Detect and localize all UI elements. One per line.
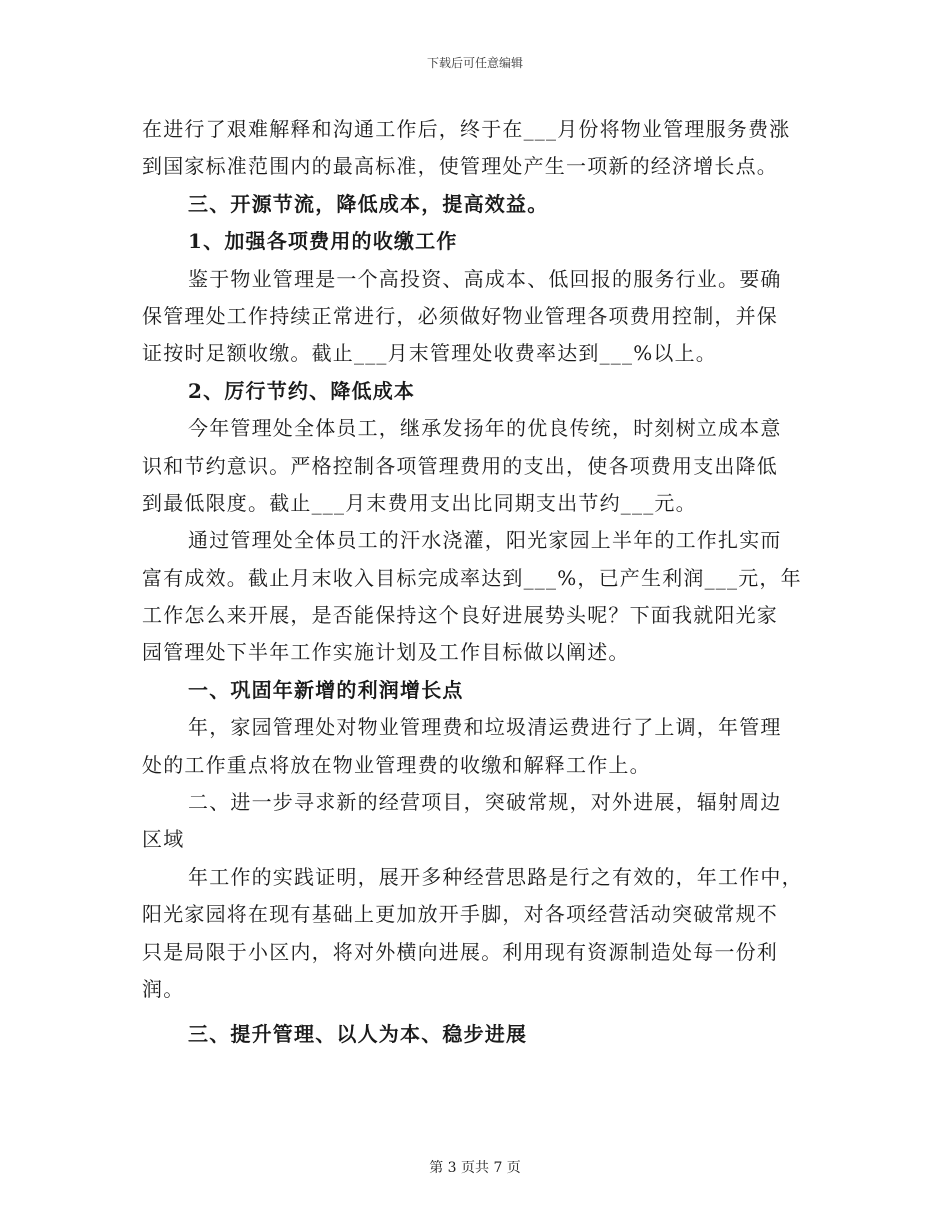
paragraph-line: 区域 bbox=[142, 827, 185, 852]
paragraph-line: 只是局限于小区内，将对外横向进展。利用现有资源制造处每一份利 bbox=[142, 939, 778, 964]
section-heading: 三、开源节流，降低成本，提高效益。 bbox=[188, 191, 549, 216]
paragraph-line: 阳光家园将在现有基础上更加放开手脚，对各项经营活动突破常规不 bbox=[142, 902, 778, 927]
paragraph-line: 工作怎么来开展，是否能保持这个良好进展势头呢？下面我就阳光家 bbox=[142, 603, 778, 628]
paragraph-line: 今年管理处全体员工，继承发扬年的优良传统，时刻树立成本意 bbox=[188, 416, 782, 441]
subsection-heading: 1、加强各项费用的收缴工作 bbox=[188, 229, 458, 254]
paragraph-line: 园管理处下半年工作实施计划及工作目标做以阐述。 bbox=[142, 640, 630, 665]
page-number: 第 3 页共 7 页 bbox=[429, 1160, 521, 1176]
paragraph-line: 年，家园管理处对物业管理费和垃圾清运费进行了上调，年管理 bbox=[188, 715, 782, 740]
paragraph-line: 到最低限度。截止___月末费用支出比同期支出节约___元。 bbox=[142, 490, 697, 515]
section-heading: 一、巩固年新增的利润增长点 bbox=[188, 677, 464, 702]
section-heading-plain: 二、进一步寻求新的经营项目，突破常规，对外进展，辐射周边 bbox=[188, 790, 782, 815]
section-heading: 三、提升管理、以人为本、稳步进展 bbox=[188, 1022, 528, 1047]
paragraph-line: 润。 bbox=[142, 976, 185, 1001]
paragraph-line: 通过管理处全体员工的汗水浇灌，阳光家园上半年的工作扎实而 bbox=[188, 528, 782, 553]
paragraph-line: 鉴于物业管理是一个高投资、高成本、低回报的服务行业。要确 bbox=[188, 266, 782, 291]
paragraph-line: 保管理处工作持续正常进行，必须做好物业管理各项费用控制，并保 bbox=[142, 303, 778, 328]
subsection-heading: 2、厉行节约、降低成本 bbox=[188, 378, 416, 403]
paragraph-line: 富有成效。截止月末收入目标完成率达到___%，已产生利润___元，年 bbox=[142, 565, 802, 590]
page-header: 下载后可任意编辑 bbox=[426, 56, 523, 70]
paragraph-line: 证按时足额收缴。截止___月末管理处收费率达到___%以上。 bbox=[142, 341, 718, 366]
paragraph-line: 在进行了艰难解释和沟通工作后，终于在___月份将物业管理服务费涨 bbox=[142, 117, 791, 141]
paragraph-line: 处的工作重点将放在物业管理费的收缴和解释工作上。 bbox=[142, 752, 651, 777]
paragraph-line: 年工作的实践证明，展开多种经营思路是行之有效的，年工作中， bbox=[188, 864, 803, 889]
document-body bbox=[142, 111, 810, 1054]
paragraph-line: 识和节约意识。严格控制各项管理费用的支出，使各项费用支出降低 bbox=[142, 453, 778, 478]
paragraph-line: 到国家标准范围内的最高标准，使管理处产生一项新的经济增长点。 bbox=[142, 154, 778, 179]
